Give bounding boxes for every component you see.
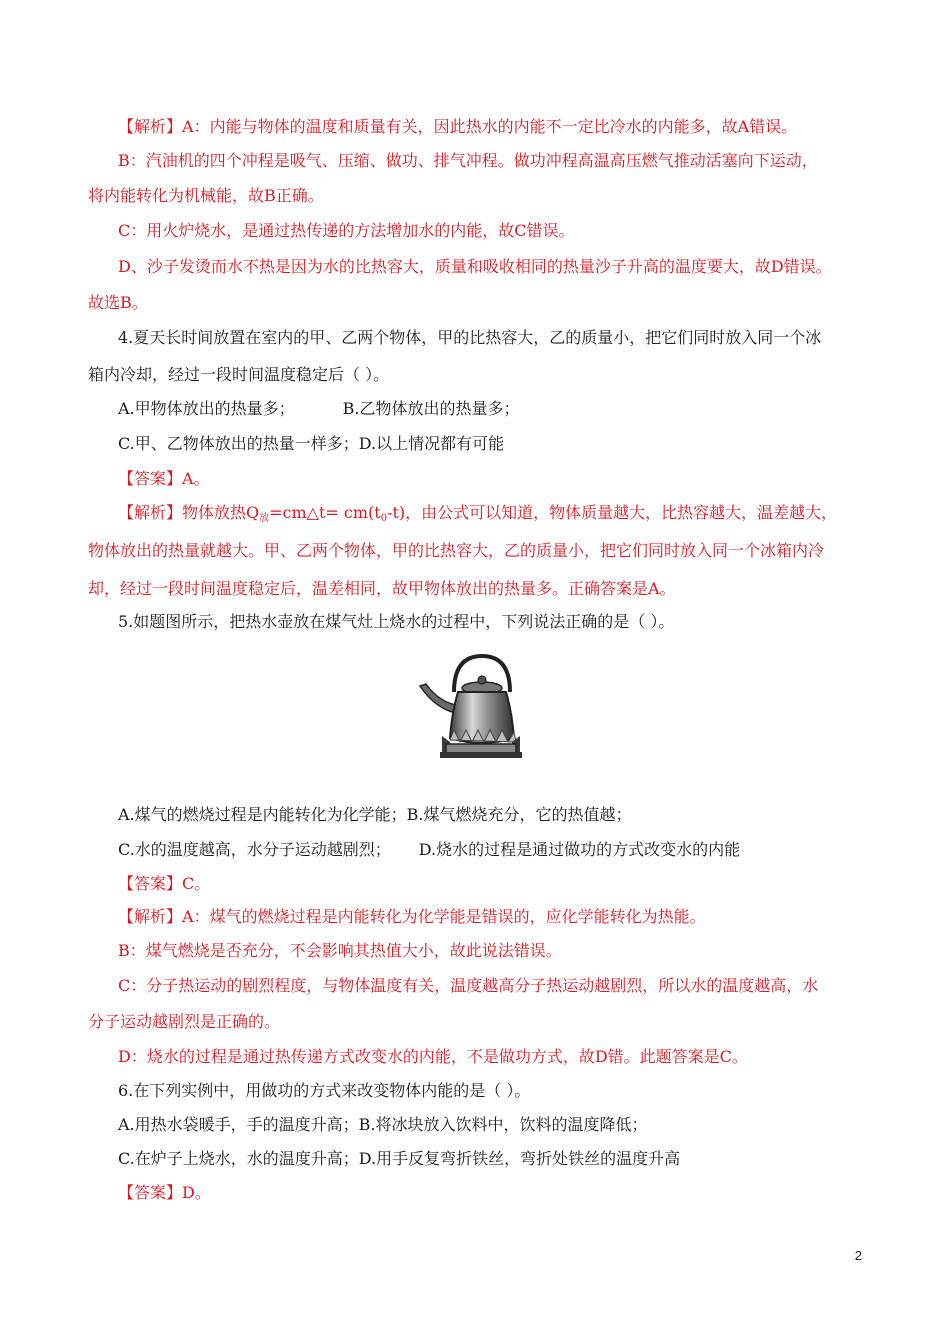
q4-option-d: D.以上情况都有可能 bbox=[358, 434, 505, 453]
q6-answer bbox=[118, 1182, 211, 1204]
q5-option-c: C.水的温度越高，水分子运动越剧烈； bbox=[118, 840, 391, 859]
q5-options-ab bbox=[118, 804, 632, 826]
q6-options-ab bbox=[118, 1114, 648, 1136]
q3-analysis-b2: 将内能转化为机械能，故B正确。 bbox=[88, 186, 324, 205]
q6-stem: 6.在下列实例中，用做功的方式来改变物体内能的是（ ）。 bbox=[118, 1081, 531, 1100]
q4-answer bbox=[118, 468, 210, 490]
answer-value: D。 bbox=[182, 1183, 211, 1202]
analysis-tag: 【解析】 bbox=[118, 503, 183, 522]
q5-analysis-c1: C：分子热运动的剧烈程度，与物体温度有关，温度越高分子热运动越剧烈，所以水的温度越高，水 bbox=[118, 976, 819, 995]
q3-analysis-d: D、沙子发烫而水不热是因为水的比热容大，质量和吸收相同的热量沙子升高的温度要大，故D错误。 bbox=[118, 257, 832, 276]
q4-analysis-1 bbox=[118, 502, 837, 530]
analysis-text: A：内能与物体的温度和质量有关，因此热水的内能不一定比冷水的内能多，故A错误。 bbox=[182, 117, 798, 136]
q4-stem-1: 4.夏天长时间放置在室内的甲、乙两个物体，甲的比热容大，乙的质量小，把它们同时放入同一个冰 bbox=[118, 328, 822, 347]
q6-option-d: D.用手反复弯折铁丝，弯折处铁丝的温度升高 bbox=[358, 1149, 681, 1168]
analysis-text: 物体放热Q bbox=[182, 503, 260, 522]
q5-options-cd bbox=[118, 839, 740, 861]
analysis-text: -t)，由公式可以知道，物体质量越大，比热容越大，温差越大， bbox=[387, 503, 838, 522]
subscript: 0 bbox=[380, 513, 388, 524]
q4-option-a: A.甲物体放出的热量多； bbox=[118, 399, 295, 418]
q4-options-ab bbox=[118, 398, 520, 420]
q4-options-cd bbox=[118, 433, 504, 455]
q5-answer bbox=[118, 873, 210, 895]
q4-stem-2: 箱内冷却，经过一段时间温度稳定后（ ）。 bbox=[88, 365, 390, 384]
q4-option-c: C.甲、乙物体放出的热量一样多； bbox=[118, 434, 359, 453]
q6-options-cd bbox=[118, 1148, 680, 1170]
q5-option-b: B.煤气燃烧充分，它的热值越； bbox=[406, 805, 632, 824]
q5-analysis-b: B：煤气燃烧是否充分，不会影响其热值大小，故此说法错误。 bbox=[118, 941, 562, 960]
q5-stem: 5.如题图所示，把热水壶放在煤气灶上烧水的过程中，下列说法正确的是（ ）。 bbox=[118, 612, 675, 631]
subscript: 放 bbox=[259, 513, 270, 524]
q3-analysis-c: C：用火炉烧水，是通过热传递的方法增加水的内能，故C错误。 bbox=[118, 221, 575, 240]
analysis-tag: 【解析】 bbox=[118, 117, 183, 136]
analysis-tag: 【解析】 bbox=[118, 907, 183, 926]
answer-tag: 【答案】 bbox=[118, 1183, 183, 1202]
q3-analysis-b1: B：汽油机的四个冲程是吸气、压缩、做功、排气冲程。做功冲程高温高压燃气推动活塞向下运动， bbox=[118, 151, 818, 170]
answer-value: A。 bbox=[182, 469, 210, 488]
q6-option-c: C.在炉子上烧水，水的温度升高； bbox=[118, 1149, 359, 1168]
q4-analysis-2: 物体放出的热量就越大。甲、乙两个物体，甲的比热容大，乙的质量小，把它们同时放入同一个冰箱内冷 bbox=[88, 541, 825, 560]
answer-value: C。 bbox=[182, 874, 211, 893]
q5-analysis-d: D：烧水的过程是通过热传递方式改变水的内能，不是做功方式，故D错。此题答案是C。 bbox=[118, 1047, 748, 1066]
page-number: 2 bbox=[854, 1248, 862, 1263]
q5-analysis-a bbox=[118, 906, 706, 928]
q4-option-b: B.乙物体放出的热量多； bbox=[342, 399, 520, 418]
answer-tag: 【答案】 bbox=[118, 469, 183, 488]
kettle-on-stove-illustration bbox=[416, 652, 546, 760]
analysis-text: A：煤气的燃烧过程是内能转化为化学能是错误的，应化学能转化为热能。 bbox=[182, 907, 706, 926]
q5-analysis-c2: 分子运动越剧烈是正确的。 bbox=[88, 1012, 281, 1031]
q3-conclusion: 故选B。 bbox=[88, 293, 148, 312]
q6-option-a: A.用热水袋暖手，手的温度升高； bbox=[118, 1115, 359, 1134]
analysis-text: =cm△t= cm(t bbox=[269, 503, 381, 522]
q3-analysis-a bbox=[118, 116, 797, 138]
q4-analysis-3: 却，经过一段时间温度稳定后，温差相同，故甲物体放出的热量多。正确答案是A。 bbox=[88, 579, 676, 598]
q5-option-d: D.烧水的过程是通过做功的方式改变水的内能 bbox=[418, 840, 741, 859]
q5-option-a: A.煤气的燃烧过程是内能转化为化学能； bbox=[118, 805, 407, 824]
q6-option-b: B.将冰块放入饮料中，饮料的温度降低； bbox=[358, 1115, 648, 1134]
answer-tag: 【答案】 bbox=[118, 874, 183, 893]
